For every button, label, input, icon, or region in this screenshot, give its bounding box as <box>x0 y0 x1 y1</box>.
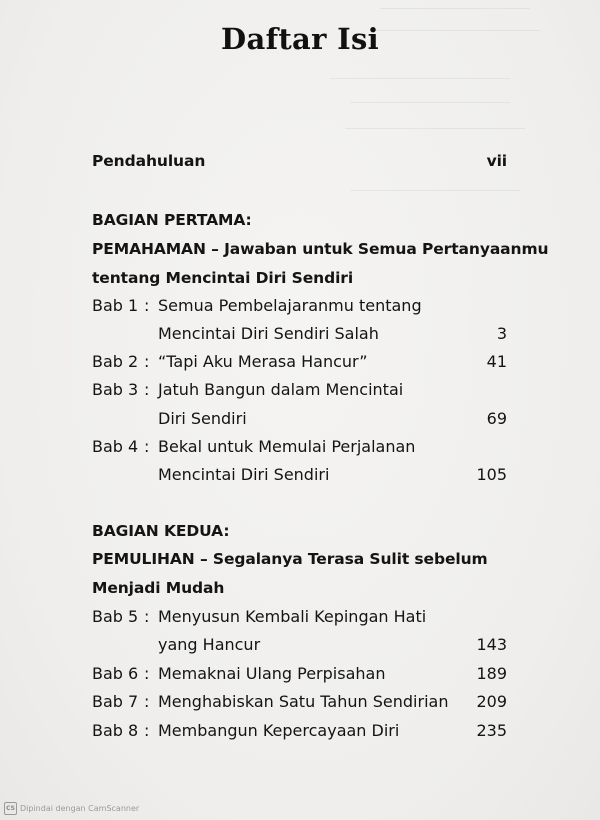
chapter-colon: : <box>144 352 150 371</box>
toc-chapter-row <box>0 433 600 461</box>
chapter-page: 209 <box>476 692 507 711</box>
chapter-title-line1: Menyusun Kembali Kepingan Hati <box>158 607 427 626</box>
chapter-number: Bab 4 <box>92 437 139 456</box>
bleed-through-line <box>345 128 525 129</box>
part1-subtitle-line2 <box>0 264 600 292</box>
chapter-title-line2: yang Hancur <box>158 635 261 654</box>
chapter-colon: : <box>144 437 150 456</box>
chapter-title-line2: Mencintai Diri Sendiri Salah <box>158 324 379 343</box>
chapter-colon: : <box>144 380 150 399</box>
chapter-colon: : <box>144 721 150 740</box>
part2-subtitle-text1: PEMULIHAN – Segalanya Terasa Sulit sebelum <box>92 550 488 568</box>
chapter-page: 235 <box>476 721 507 740</box>
toc-intro-label: Pendahuluan <box>92 152 206 170</box>
toc-intro-row <box>0 147 600 175</box>
page-title: Daftar Isi <box>221 22 379 56</box>
toc-chapter-row <box>0 348 600 376</box>
toc-chapter-row <box>0 292 600 320</box>
scanner-watermark <box>4 802 139 815</box>
chapter-title-line1: Bekal untuk Memulai Perjalanan <box>158 437 416 456</box>
chapter-title-line1: Jatuh Bangun dalam Mencintai <box>158 380 404 399</box>
toc-chapter-row <box>0 660 600 688</box>
chapter-title-line1: Menghabiskan Satu Tahun Sendirian <box>158 692 449 711</box>
chapter-colon: : <box>144 664 150 683</box>
part2-heading <box>0 517 600 545</box>
chapter-number: Bab 5 <box>92 607 139 626</box>
toc-chapter-row <box>0 688 600 716</box>
part1-subtitle-line1 <box>0 235 600 263</box>
part1-subtitle-text2: tentang Mencintai Diri Sendiri <box>92 269 354 287</box>
bleed-through-line <box>350 102 510 103</box>
chapter-colon: : <box>144 607 150 626</box>
toc-chapter-row <box>0 376 600 404</box>
watermark-text: Dipindai dengan CamScanner <box>20 804 140 813</box>
chapter-colon: : <box>144 692 150 711</box>
part1-heading <box>0 206 600 234</box>
chapter-colon: : <box>144 296 150 315</box>
toc-chapter-row <box>0 717 600 745</box>
toc-chapter-row-cont <box>0 405 600 433</box>
toc-intro-page: vii <box>486 152 507 170</box>
chapter-number: Bab 6 <box>92 664 139 683</box>
toc-chapter-row <box>0 603 600 631</box>
part2-subtitle-text2: Menjadi Mudah <box>92 579 225 597</box>
bleed-through-line <box>350 190 520 191</box>
toc-chapter-row-cont <box>0 320 600 348</box>
chapter-number: Bab 2 <box>92 352 139 371</box>
chapter-title-line1: Membangun Kepercayaan Diri <box>158 721 400 740</box>
bleed-through-line <box>330 78 510 79</box>
part2-subtitle-line2 <box>0 574 600 602</box>
part2-subtitle-line1 <box>0 545 600 573</box>
chapter-title-line2: Mencintai Diri Sendiri <box>158 465 330 484</box>
part1-subtitle-text1: PEMAHAMAN – Jawaban untuk Semua Pertanyaanmu <box>92 240 549 258</box>
chapter-page: 3 <box>496 324 507 343</box>
toc-chapter-row-cont <box>0 631 600 659</box>
bleed-through-line <box>380 8 530 9</box>
chapter-page: 143 <box>476 635 507 654</box>
chapter-number: Bab 1 <box>92 296 139 315</box>
chapter-title-line1: Semua Pembelajaranmu tentang <box>158 296 422 315</box>
toc-chapter-row-cont <box>0 461 600 489</box>
chapter-number: Bab 3 <box>92 380 139 399</box>
chapter-page: 189 <box>476 664 507 683</box>
chapter-title-line2: Diri Sendiri <box>158 409 247 428</box>
chapter-title-line1: “Tapi Aku Merasa Hancur” <box>158 352 368 371</box>
part1-heading-text: BAGIAN PERTAMA: <box>92 211 252 229</box>
chapter-page: 105 <box>476 465 507 484</box>
chapter-number: Bab 7 <box>92 692 139 711</box>
chapter-page: 41 <box>486 352 507 371</box>
chapter-title-line1: Memaknai Ulang Perpisahan <box>158 664 386 683</box>
chapter-number: Bab 8 <box>92 721 139 740</box>
part2-heading-text: BAGIAN KEDUA: <box>92 522 230 540</box>
chapter-page: 69 <box>486 409 507 428</box>
camscanner-logo-icon: CS <box>4 802 17 815</box>
